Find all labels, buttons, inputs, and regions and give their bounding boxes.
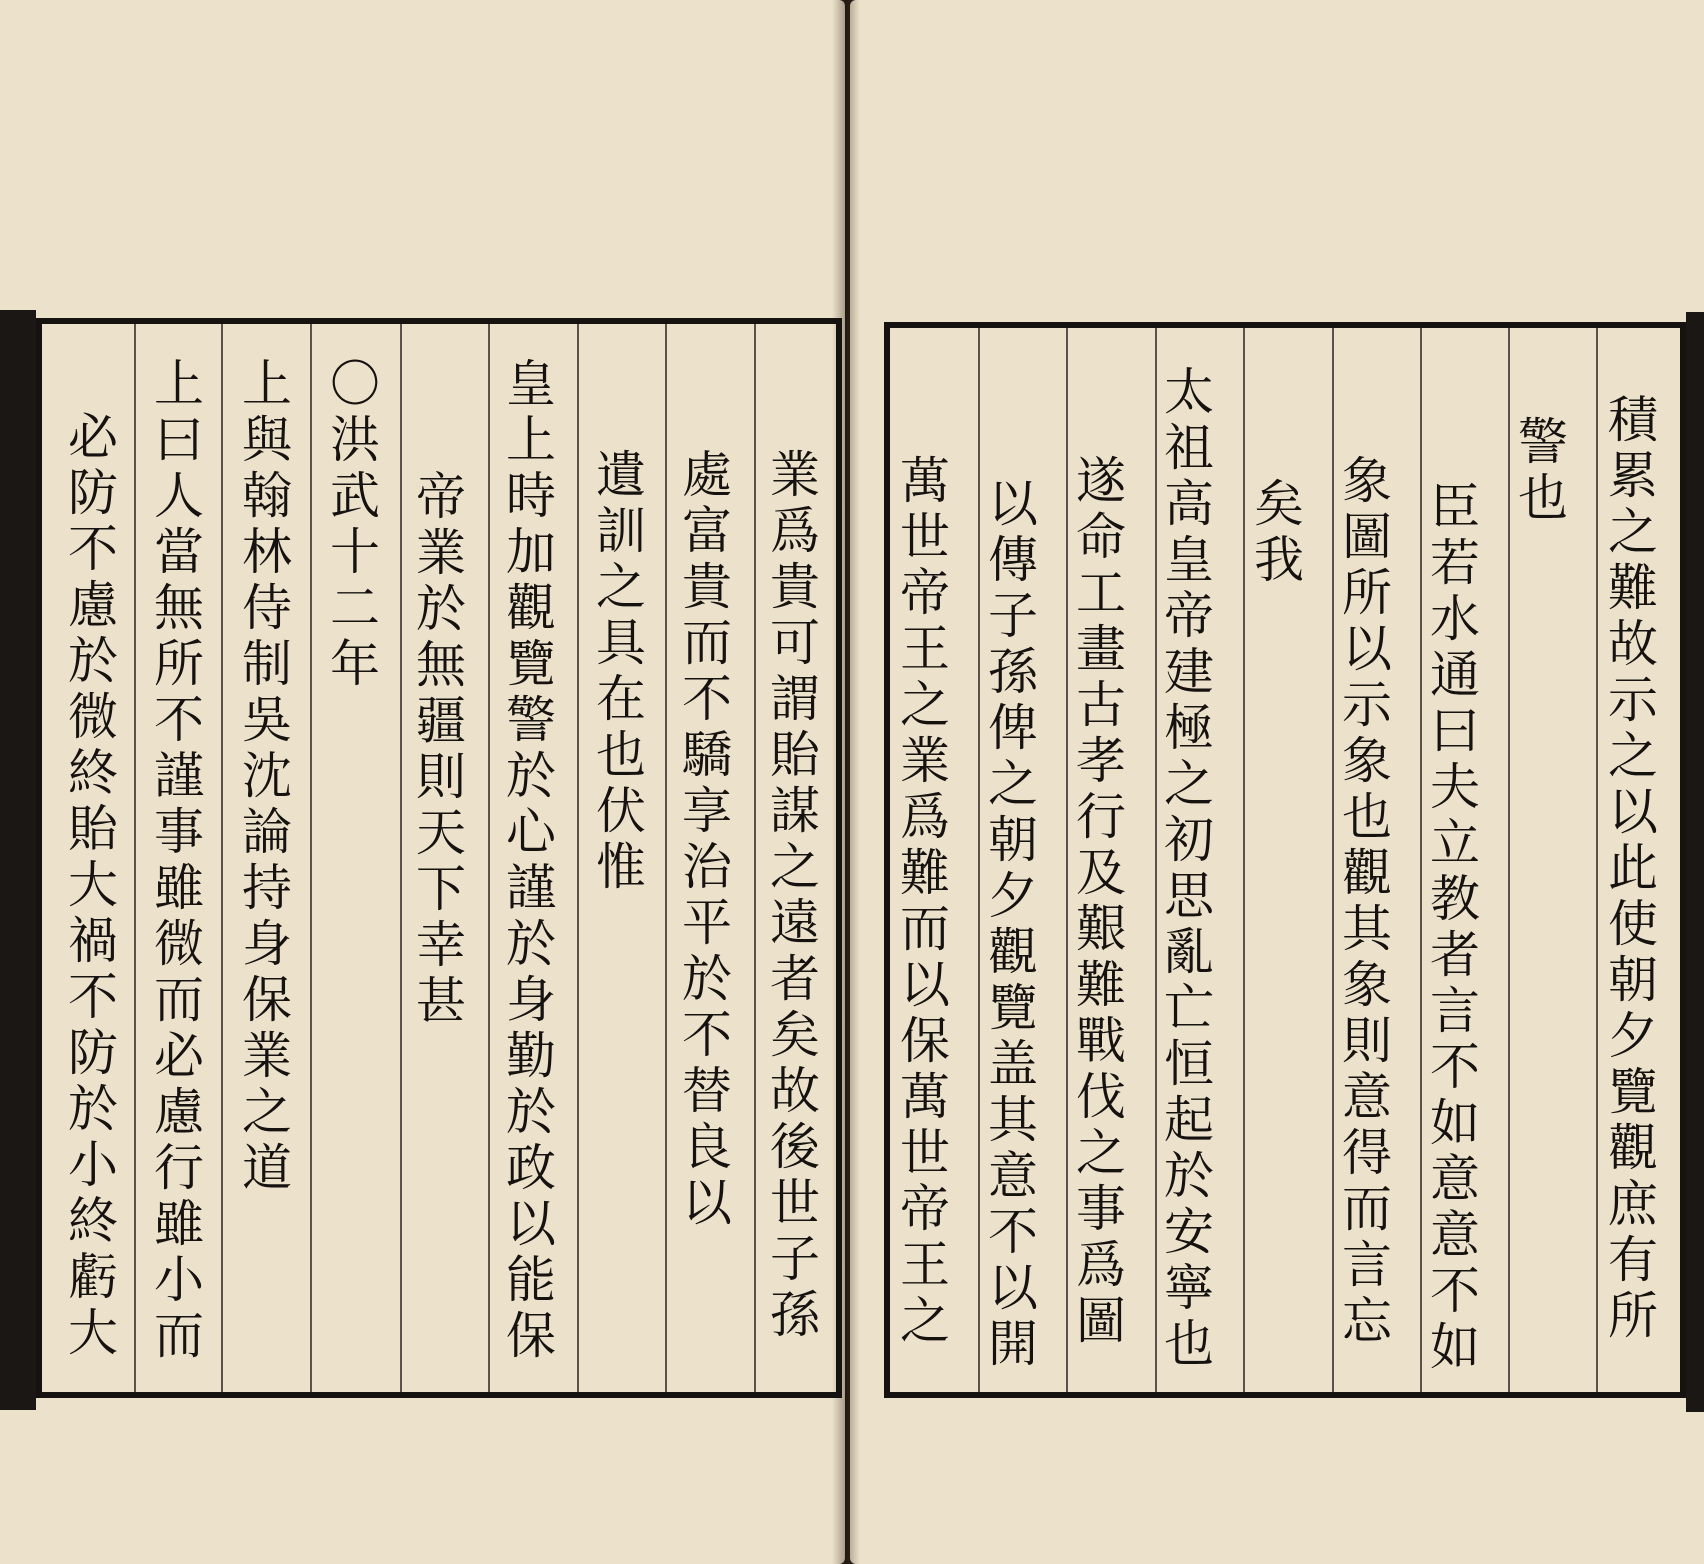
column-rule bbox=[310, 324, 312, 1392]
text-column: 臣若水通曰夫立教者言不如意意不如 bbox=[1422, 480, 1480, 1376]
text-column: 上與翰林侍制吳沈論持身保業之道 bbox=[234, 357, 292, 1197]
column-rule bbox=[577, 324, 579, 1392]
text-column: 遺訓之具在也伏惟 bbox=[588, 448, 646, 896]
text-column: 〇洪武十二年 bbox=[322, 357, 380, 693]
column-rule bbox=[400, 324, 402, 1392]
text-column: 萬世帝王之業爲難而以保萬世帝王之 bbox=[892, 454, 950, 1350]
column-rule bbox=[1596, 328, 1598, 1392]
text-column: 象圖所以示象也觀其象則意得而言忘 bbox=[1334, 454, 1392, 1350]
right-page-edge-shadow bbox=[1686, 312, 1704, 1412]
text-column: 必防不慮於微終貽大禍不防於小終虧大 bbox=[60, 410, 118, 1362]
text-column: 處富貴而不驕享治平於不替良以 bbox=[674, 448, 732, 1232]
text-column: 帝業於無疆則天下幸甚 bbox=[408, 470, 466, 1030]
text-column: 太祖高皇帝建極之初思亂亡恒起於安寧也 bbox=[1156, 365, 1214, 1373]
text-column: 上曰人當無所不謹事雖微而必慮行雖小而 bbox=[146, 357, 204, 1365]
column-rule bbox=[1243, 328, 1245, 1392]
column-rule bbox=[488, 324, 490, 1392]
column-rule bbox=[665, 324, 667, 1392]
column-rule bbox=[221, 324, 223, 1392]
text-column: 遂命工畫古孝行及艱難戰伐之事爲圖 bbox=[1068, 454, 1126, 1350]
text-column: 業爲貴可謂貽謀之遠者矣故後世子孫 bbox=[762, 448, 820, 1344]
text-column: 皇上時加觀覽警於心謹於身勤於政以能保 bbox=[498, 357, 556, 1365]
text-column: 矣我 bbox=[1246, 477, 1304, 589]
column-rule bbox=[134, 324, 136, 1392]
text-column: 以傳子孫俾之朝夕觀覽盖其意不以開 bbox=[980, 477, 1038, 1373]
left-page-edge-shadow bbox=[0, 310, 36, 1410]
text-column: 警也 bbox=[1510, 415, 1568, 527]
column-rule bbox=[754, 324, 756, 1392]
text-column: 積累之難故示之以此使朝夕覽觀庶有所 bbox=[1600, 393, 1658, 1345]
